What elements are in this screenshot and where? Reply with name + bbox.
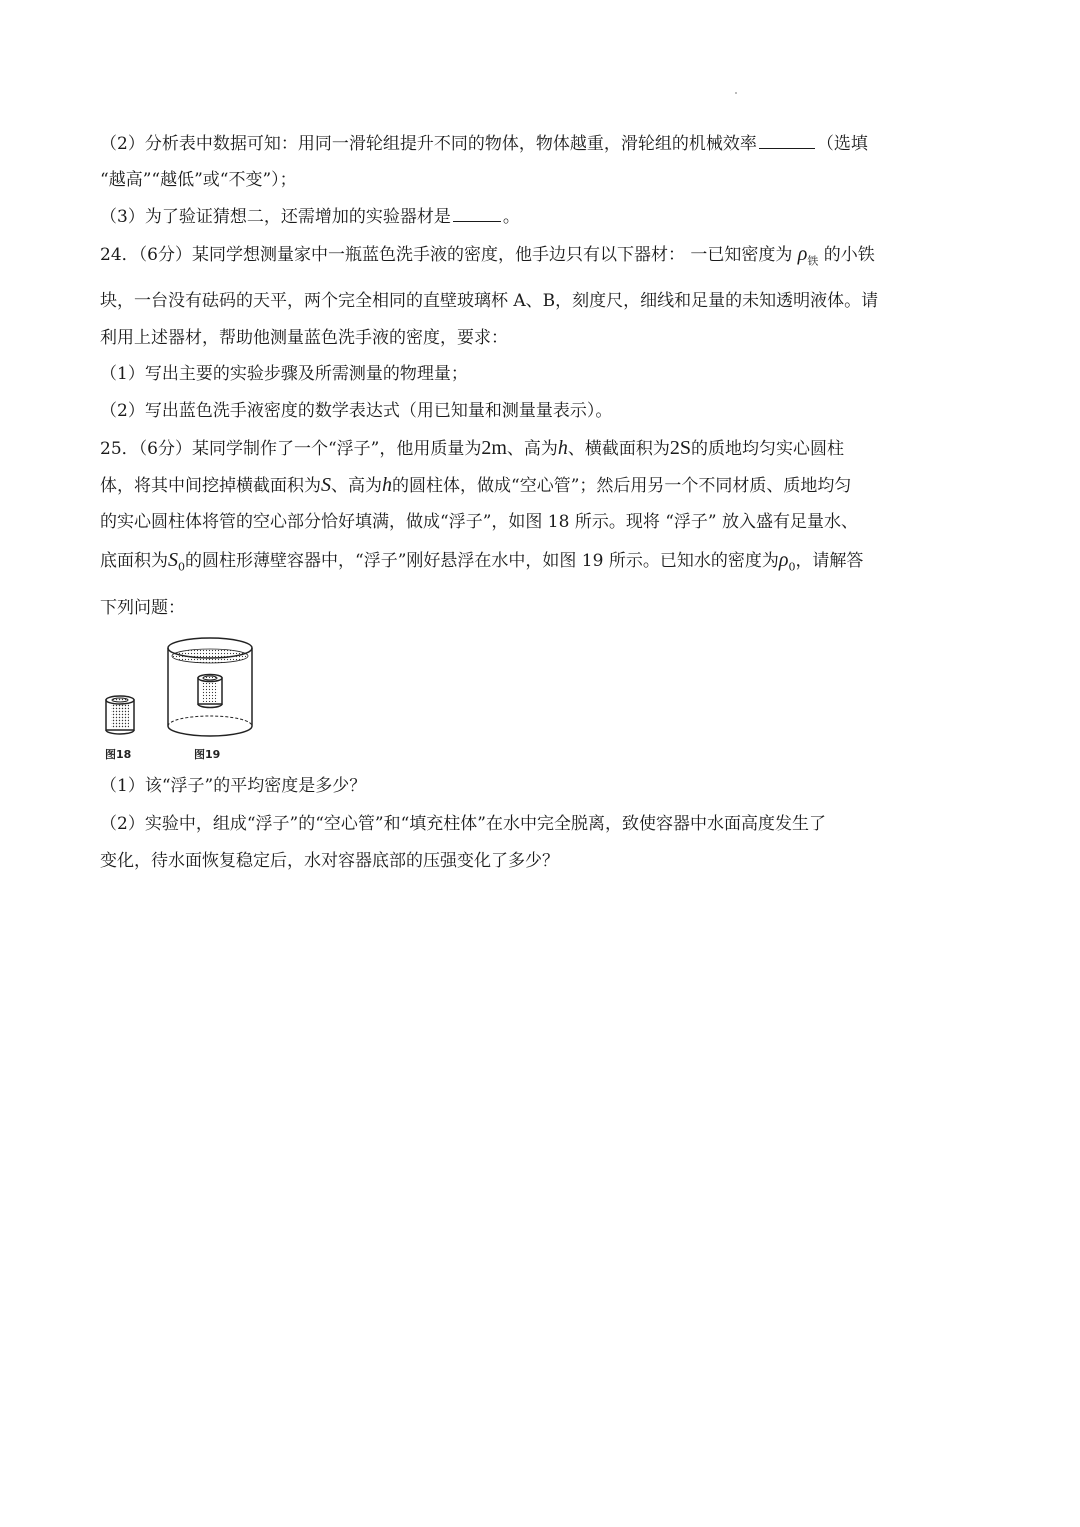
q25-line4	[100, 548, 863, 579]
math-s0-subscript: 0	[178, 560, 185, 574]
text: 、高为	[331, 476, 382, 496]
text: 变化，待水面恢复稳定后，水对容器底部的压强变化了多少？	[100, 851, 559, 871]
rho-symbol: ρ	[797, 243, 808, 265]
answer-blank	[759, 132, 815, 149]
text: 25．（6分）某同学制作了一个“浮子”，他用质量为	[100, 439, 482, 459]
text: 的质地均匀实心圆柱	[691, 439, 845, 459]
q25-line1	[100, 436, 844, 461]
text: 的圆柱体，做成“空心管”；然后用另一个不同材质、质地均匀	[392, 476, 852, 496]
q23-part2-line2	[100, 168, 297, 192]
text: （2）实验中，组成“浮子”的“空心管”和“填充柱体”在水中完全脱离，致使容器中水面高度发生了	[100, 814, 826, 834]
figure-19-label: 图19	[194, 748, 221, 761]
math-s: S	[321, 474, 331, 496]
figure-19-container	[160, 634, 260, 744]
text: （2）写出蓝色洗手液密度的数学表达式（用已知量和测量量表示）。	[100, 401, 613, 421]
text: （2）分析表中数据可知：用同一滑轮组提升不同的物体，物体越重，滑轮组的机械效率	[100, 134, 757, 154]
q24-line1	[100, 242, 875, 273]
figure-18-label: 图18	[105, 748, 132, 761]
math-s0: S	[168, 549, 178, 571]
text: 下列问题：	[100, 598, 185, 618]
text: ，请解答	[795, 551, 864, 571]
q25-line3	[100, 510, 858, 534]
text: 利用上述器材，帮助他测量蓝色洗手液的密度，要求：	[100, 328, 508, 348]
math-2m: 2m	[481, 437, 507, 459]
text: 、高为	[506, 439, 558, 459]
figure-18-float	[100, 692, 140, 740]
q23-part2-line1	[100, 132, 868, 156]
q25-sub2-line1	[100, 812, 826, 836]
q24-line4	[100, 362, 468, 386]
q23-part3	[100, 205, 520, 229]
text: 块，一台没有砝码的天平，两个完全相同的直壁玻璃杯 A、B，刻度尺，细线和足量的未知透明液体。请	[100, 291, 879, 311]
scan-speck	[735, 92, 737, 94]
text: （选填	[816, 134, 868, 154]
text: 24．（6分）某同学想测量家中一瓶蓝色洗手液的密度，他手边只有以下器材： 一已知密度为	[100, 245, 793, 265]
math-h: h	[557, 437, 568, 459]
answer-blank	[453, 205, 501, 222]
q24-line5	[100, 399, 612, 423]
q25-sub1	[100, 774, 366, 798]
text: 的圆柱形薄壁容器中，“浮子”刚好悬浮在水中，如图 19 所示。已知水的密度为	[185, 551, 779, 571]
text: “越高”“越低”或“不变”）；	[100, 170, 297, 190]
text: 的小铁	[823, 245, 875, 265]
rho-subscript: 铁	[807, 254, 819, 268]
q25-line5	[100, 596, 185, 620]
q25-line2	[100, 473, 851, 498]
rho0-subscript: 0	[788, 560, 796, 574]
text: 的实心圆柱体将管的空心部分恰好填满，做成“浮子”，如图 18 所示。现将 “浮子” 放入盛有足量水、	[100, 512, 859, 532]
text: （1）写出主要的实验步骤及所需测量的物理量；	[100, 364, 468, 384]
q24-line3	[100, 326, 508, 350]
math-h: h	[382, 474, 392, 496]
q25-sub2-line2	[100, 849, 559, 873]
text: 。	[502, 207, 520, 227]
text: 底面积为	[100, 551, 168, 571]
math-2s: 2S	[669, 437, 692, 459]
text: （3）为了验证猜想二，还需增加的实验器材是	[100, 207, 451, 227]
text: 体，将其中间挖掉横截面积为	[100, 476, 321, 496]
rho0-symbol: ρ	[778, 549, 789, 571]
text: 、横截面积为	[567, 439, 670, 459]
q24-line2	[100, 289, 878, 313]
text: （1）该“浮子”的平均密度是多少？	[100, 776, 367, 796]
